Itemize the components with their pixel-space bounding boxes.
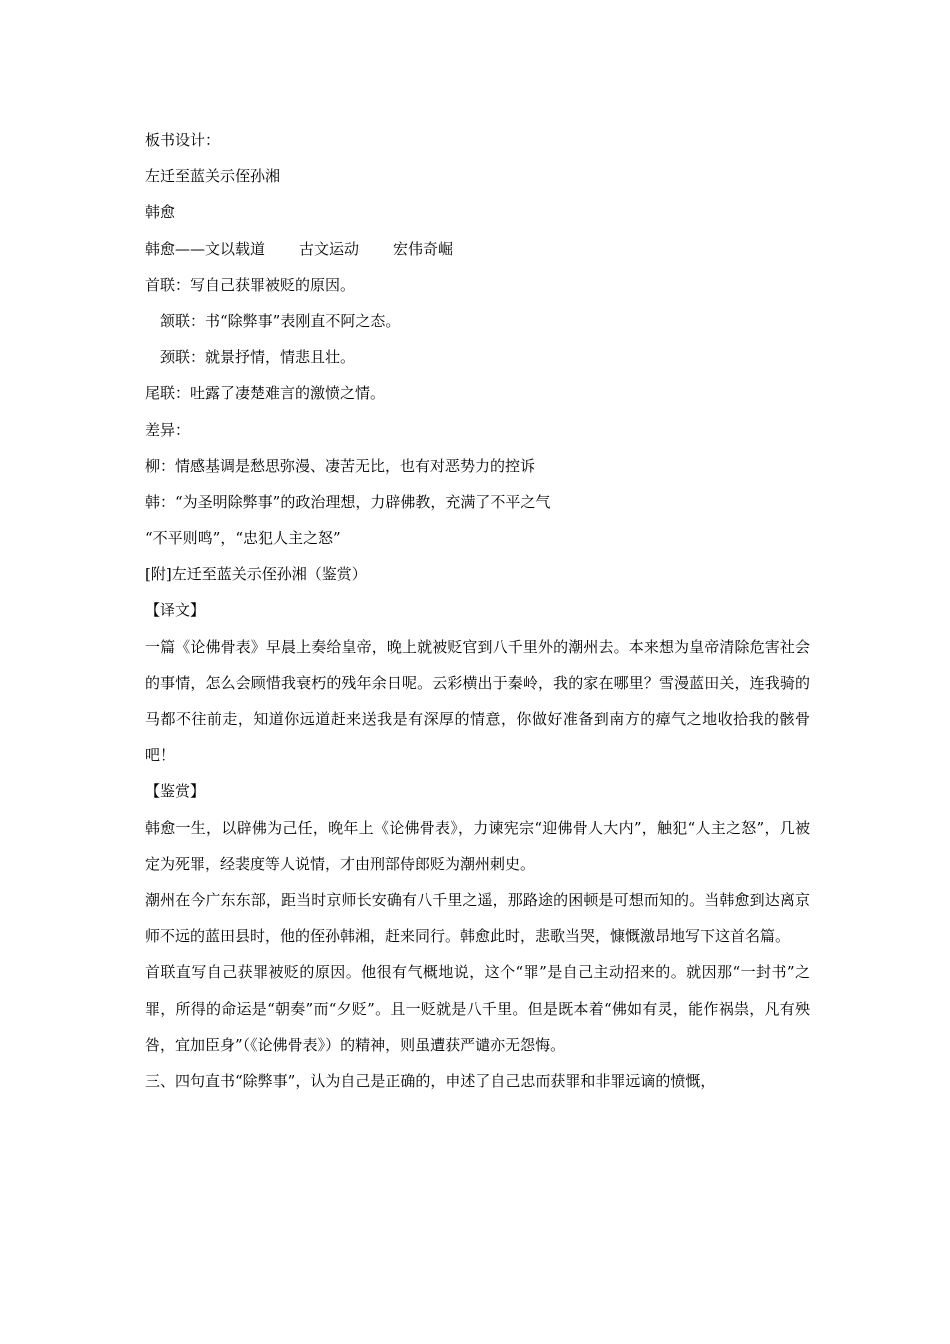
couplet-third: 颈联：就景抒情，情悲且壮。 — [160, 348, 356, 367]
translation-heading: 【译文】 — [145, 601, 206, 620]
couplet-second: 颔联：书“除弊事”表刚直不阿之态。 — [160, 311, 401, 330]
appreciation-paragraph-3: 首联直写自己获罪被贬的原因。他很有气概地说，这个“罪”是自己主动招来的。就因那“一封书”之罪，所得的命运是“朝奏”而“夕贬”。且一贬就是八千里。但是既本着“佛如有灵，能作祸祟，凡有殃咎，宜加臣身”（《论佛骨表》）的精神，则虽遭获严谴亦无怨悔。 — [145, 963, 810, 1054]
appreciation-paragraph-2: 潮州在今广东东部，距当时京师长安确有八千里之遥，那路途的困顿是可想而知的。当韩愈到达离京师不远的蓝田县时，他的侄孙韩湘，赶来同行。韩愈此时，悲歌当哭，慷慨激昂地写下这首名篇。 — [145, 891, 810, 946]
document-body — [145, 122, 810, 1099]
board-theme — [145, 231, 810, 267]
board-author: 韩愈 — [145, 203, 176, 222]
board-theme-part3: 宏伟奇崛 — [393, 239, 454, 258]
board-heading: 板书设计： — [145, 131, 221, 149]
difference-han: 韩：“为圣明除弊事”的政治理想，力辟佛教，充满了不平之气 — [145, 492, 551, 511]
couplet-first: 首联：写自己获罪被贬的原因。 — [145, 275, 356, 294]
board-title: 左迁至蓝关示侄孙湘 — [145, 167, 281, 186]
board-theme-part2: 古文运动 — [299, 239, 360, 258]
appendix-title: [附]左迁至蓝关示侄孙湘（鉴赏） — [145, 565, 367, 584]
difference-liu: 柳：情感基调是愁思弥漫、凄苦无比，也有对恶势力的控诉 — [145, 456, 536, 475]
difference-quote: “不平则鸣”，“忠犯人主之怒” — [145, 529, 341, 548]
appreciation-heading: 【鉴赏】 — [145, 782, 206, 801]
board-theme-part1: 韩愈——文以载道 — [145, 239, 266, 258]
appreciation-paragraph-1: 韩愈一生，以辟佛为己任，晚年上《论佛骨表》，力谏宪宗“迎佛骨人大内”，触犯“人主之怒”，几被定为死罪，经裴度等人说情，才由刑部侍郎贬为潮州刺史。 — [145, 818, 810, 873]
difference-heading: 差异： — [145, 420, 191, 439]
couplet-last: 尾联：吐露了凄楚难言的激愤之情。 — [145, 384, 386, 403]
appreciation-paragraph-4: 三、四句直书“除弊事”，认为自己是正确的，申述了自己忠而获罪和非罪远谪的愤慨， — [145, 1072, 716, 1091]
translation-text: 一篇《论佛骨表》早晨上奏给皇帝，晚上就被贬官到八千里外的潮州去。本来想为皇帝清除危害社会的事情，怎么会顾惜我衰朽的残年余日呢。云彩横出于秦岭，我的家在哪里？雪漫蓝田关，连我骑的马都不往前走，知道你远道赶来送我是有深厚的情意，你做好准备到南方的瘴气之地收拾我的骸骨吧！ — [145, 637, 810, 765]
